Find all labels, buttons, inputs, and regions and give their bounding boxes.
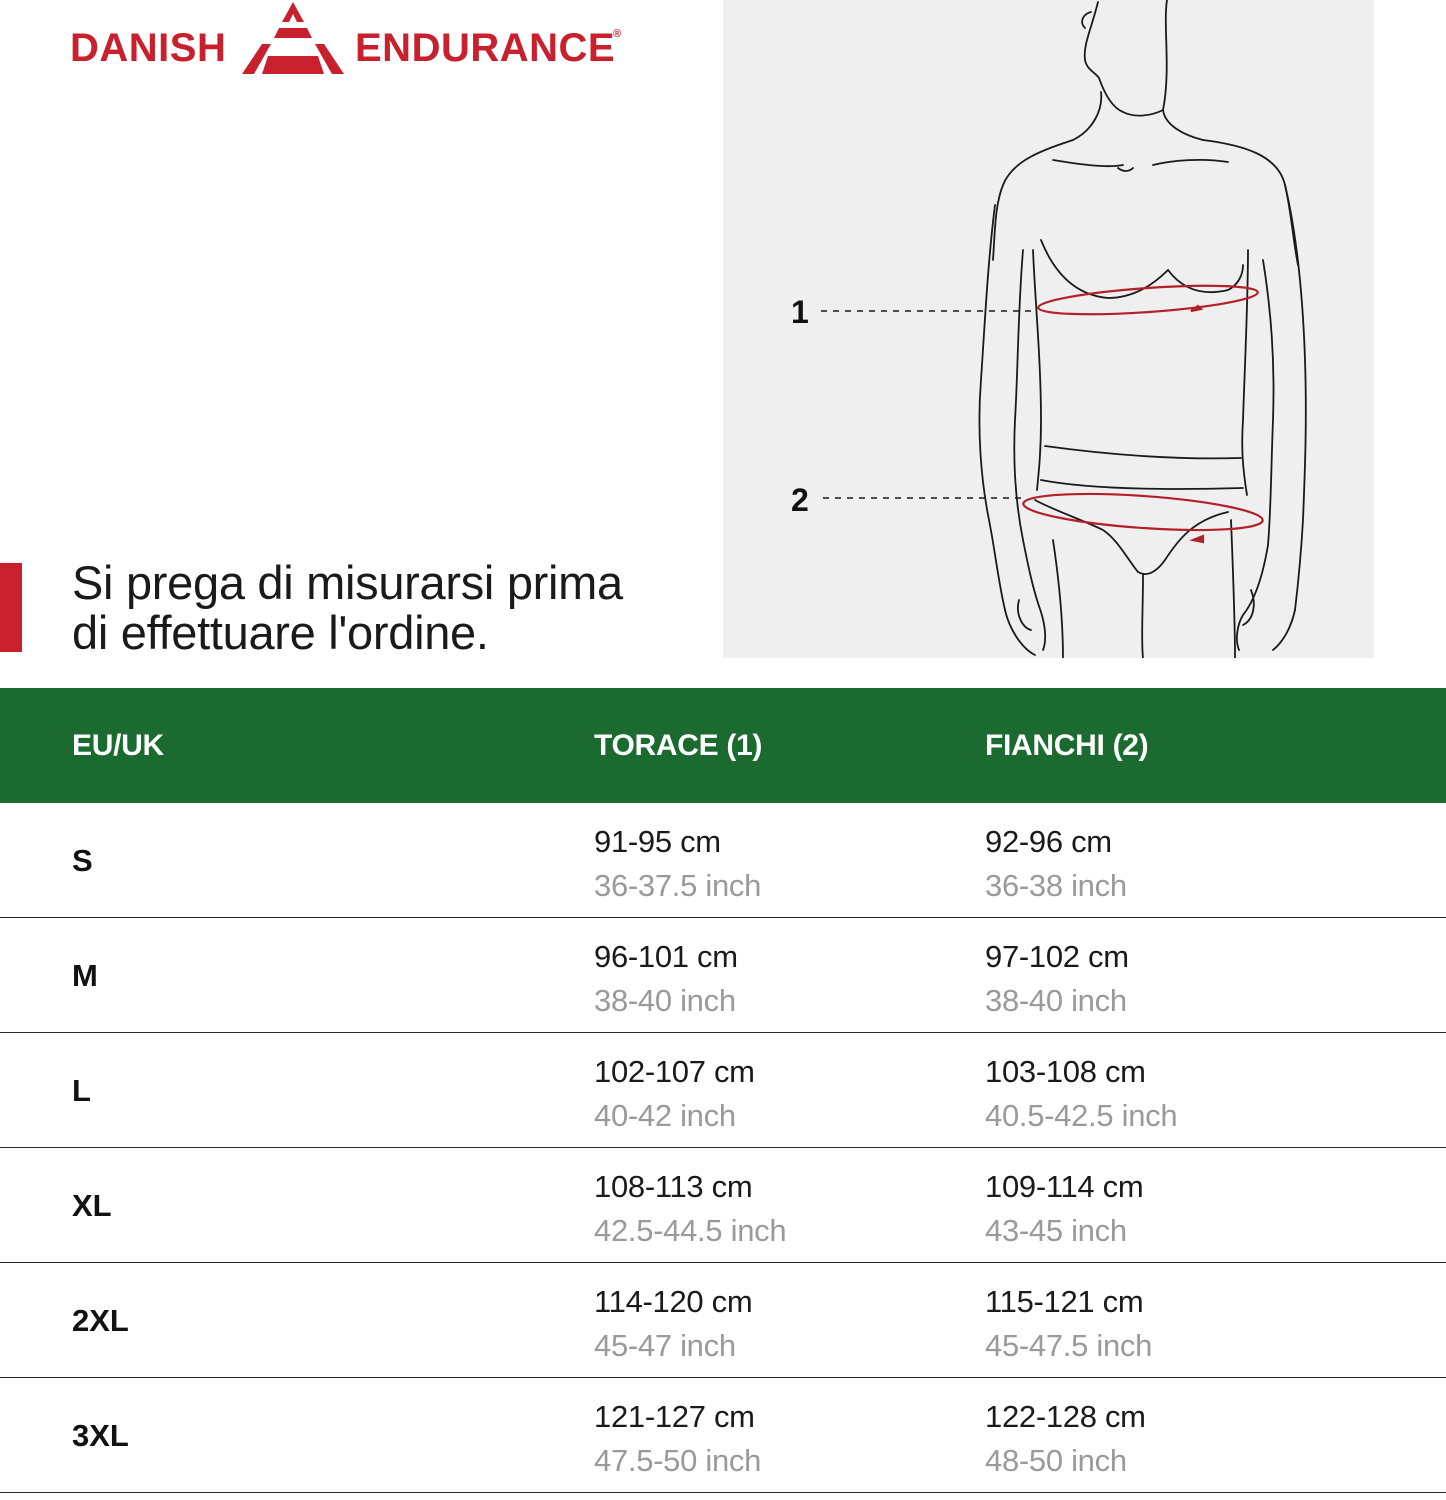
chest-cell	[594, 1397, 761, 1481]
title-line-1: Si prega di misurarsi prima	[72, 556, 623, 609]
chest-cell	[594, 937, 738, 1021]
hip-cell	[985, 822, 1127, 906]
header-chest: TORACE (1)	[594, 729, 763, 762]
measurement-marker-1: 1	[791, 294, 809, 330]
chest-inch: 47.5-50 inch	[594, 1443, 762, 1478]
registered-mark: ®	[613, 28, 622, 40]
hip-cell	[985, 1282, 1152, 1366]
chest-cm: 91-95 cm	[594, 824, 721, 859]
table-row	[0, 918, 1446, 1033]
brand-mountain-icon	[238, 0, 348, 76]
chest-cell	[594, 822, 761, 906]
body-measurement-illustration	[723, 0, 1374, 658]
table-row	[0, 1378, 1446, 1493]
header-size: EU/UK	[72, 729, 164, 762]
chest-cm: 96-101 cm	[594, 939, 738, 974]
table-row	[0, 1263, 1446, 1378]
chest-cell	[594, 1052, 755, 1136]
hip-cell	[985, 937, 1129, 1021]
size-label: M	[72, 958, 98, 993]
chest-inch: 45-47 inch	[594, 1328, 736, 1363]
chest-cm: 108-113 cm	[594, 1169, 753, 1204]
size-label: L	[72, 1073, 91, 1108]
chest-cell	[594, 1167, 786, 1251]
heading-accent-bar	[0, 563, 22, 652]
hip-cell	[985, 1397, 1146, 1481]
hip-cm: 92-96 cm	[985, 824, 1112, 859]
brand-word-right: ENDURANCE	[355, 26, 616, 70]
title-line-2: di effettuare l'ordine.	[72, 606, 489, 659]
size-label: S	[72, 843, 93, 878]
hip-cm: 103-108 cm	[985, 1054, 1146, 1089]
hip-cm: 115-121 cm	[985, 1284, 1144, 1319]
chest-cell	[594, 1282, 752, 1366]
chest-inch: 36-37.5 inch	[594, 868, 762, 903]
male-figure-outline	[723, 0, 1374, 658]
brand-logo	[70, 0, 630, 76]
chest-cm: 102-107 cm	[594, 1054, 755, 1089]
chest-inch: 40-42 inch	[594, 1098, 736, 1133]
hip-inch: 36-38 inch	[985, 868, 1127, 903]
brand-word-left: DANISH	[70, 26, 227, 70]
table-row	[0, 1033, 1446, 1148]
page-title	[72, 558, 712, 658]
size-table-body	[0, 803, 1446, 1493]
hip-cell	[985, 1167, 1143, 1251]
hip-inch: 43-45 inch	[985, 1213, 1127, 1248]
size-table-header	[0, 688, 1446, 803]
hip-inch: 45-47.5 inch	[985, 1328, 1153, 1363]
table-row	[0, 1148, 1446, 1263]
hip-inch: 38-40 inch	[985, 983, 1127, 1018]
measurement-marker-2: 2	[791, 482, 809, 518]
chest-cm: 114-120 cm	[594, 1284, 753, 1319]
hip-inch: 40.5-42.5 inch	[985, 1098, 1178, 1133]
chest-inch: 42.5-44.5 inch	[594, 1213, 787, 1248]
hip-cell	[985, 1052, 1177, 1136]
hip-inch: 48-50 inch	[985, 1443, 1127, 1478]
chest-cm: 121-127 cm	[594, 1399, 755, 1434]
size-label: 3XL	[72, 1418, 129, 1453]
size-label: XL	[72, 1188, 112, 1223]
hip-cm: 97-102 cm	[985, 939, 1129, 974]
table-row	[0, 803, 1446, 918]
size-label: 2XL	[72, 1303, 129, 1338]
header-hips: FIANCHI (2)	[985, 729, 1149, 762]
hip-cm: 109-114 cm	[985, 1169, 1144, 1204]
chest-inch: 38-40 inch	[594, 983, 736, 1018]
hip-cm: 122-128 cm	[985, 1399, 1146, 1434]
